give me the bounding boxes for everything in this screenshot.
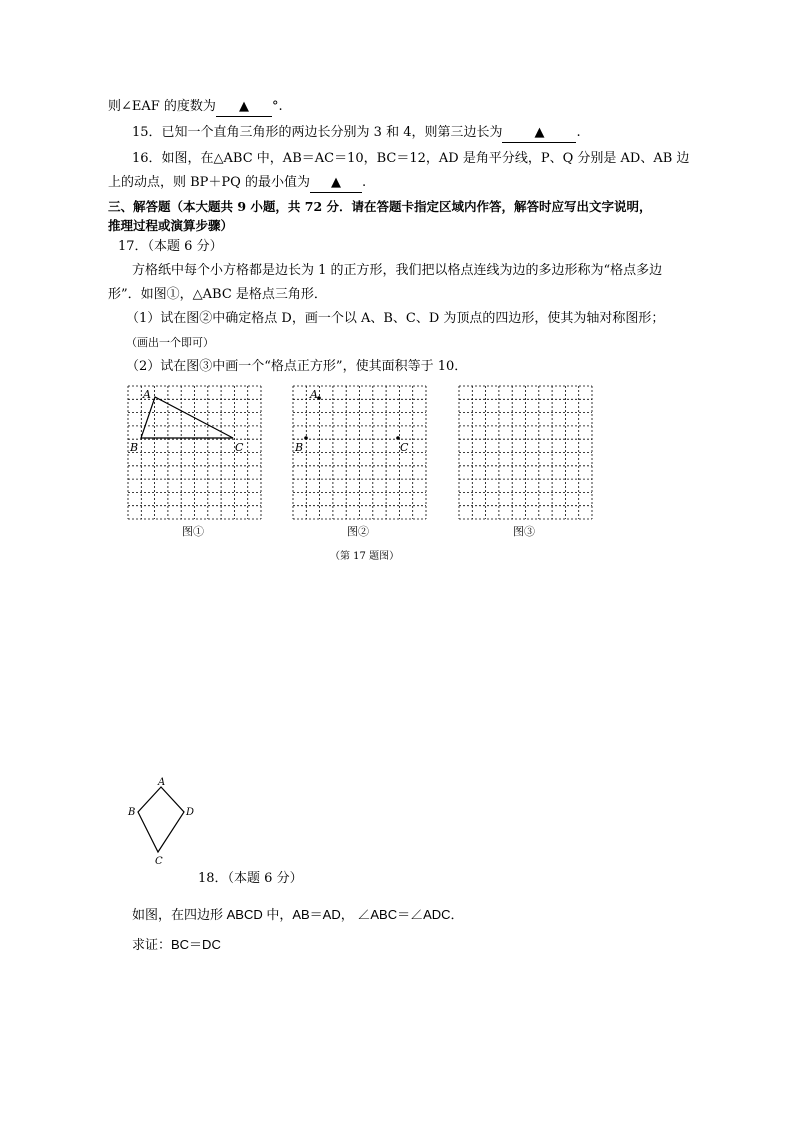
q16-line2-text: 上的动点，则 BP＋PQ 的最小值为: [108, 175, 310, 190]
q18-line1: 如图，在四边形 ABCD 中，AB＝AD， ∠ABC＝∠ADC．: [132, 907, 464, 922]
fig1-label-a: A: [143, 388, 151, 401]
q16-line1: 16．如图，在△ABC 中，AB＝AC＝10，BC＝12，AD 是角平分线，P、Q 分别是 AD、AB 边: [132, 151, 690, 166]
q14-answer-blank: ▲: [216, 98, 272, 117]
q17-part2: （2）试在图③中画一个“格点正方形”，使其面积等于 10．: [126, 359, 468, 374]
fig2-label-c: C: [400, 441, 409, 454]
q17-part1-note: （画出一个即可）: [126, 336, 214, 349]
q17-header: 17．（本题 6 分）: [118, 239, 223, 254]
q18-label-b: B: [128, 807, 136, 818]
fig2-point-b: [304, 436, 308, 440]
fig1-label-c: C: [235, 441, 244, 454]
fig1-label-b: B: [130, 441, 139, 454]
kite-abcd: [138, 787, 184, 852]
fig2-label-a: A: [310, 388, 318, 401]
q17-part1: （1）试在图②中确定格点 D，画一个以 A、B、C、D 为顶点的四边形，使其为轴对称图形；: [126, 311, 665, 326]
q16-answer-blank: ▲: [310, 174, 362, 193]
fig2-label-b: B: [295, 441, 304, 454]
fig2-caption: 图②: [347, 525, 369, 538]
grid-figure-3: [459, 386, 592, 519]
q15-answer-blank: ▲: [502, 124, 576, 143]
section-heading-2: 推理过程或演算步骤）: [108, 218, 234, 233]
q15-text: 15．已知一个直角三角形的两边长分别为 3 和 4，则第三边长为: [132, 125, 503, 140]
q18-header: 18．（本题 6 分）: [198, 871, 303, 886]
q18-label-a: A: [158, 777, 166, 788]
q15-end: .: [576, 125, 581, 140]
q18-label-c: C: [155, 856, 163, 867]
fig2-point-c: [396, 436, 400, 440]
section-heading: 三、解答题（本大题共 9 小题，共 72 分．请在答题卡指定区域内作答，解答时应写出文字说明，: [108, 199, 652, 214]
q14-end: °.: [271, 99, 283, 114]
q18-label-d: D: [186, 807, 195, 818]
q16-end: .: [361, 175, 367, 190]
q14-tail-text: 则∠EAF 的度数为: [108, 99, 216, 114]
fig3-caption: 图③: [513, 525, 535, 538]
fig1-caption: 图①: [182, 525, 204, 538]
q17-line2: 形”．如图①，△ABC 是格点三角形．: [108, 287, 327, 302]
q17-line1: 方格纸中每个小方格都是边长为 1 的正方形，我们把以格点连线为边的多边形称为“格点多边: [132, 263, 663, 278]
q18-line2: 求证：BC＝DC: [132, 937, 221, 952]
figure-group-caption: （第 17 题图）: [330, 551, 400, 562]
